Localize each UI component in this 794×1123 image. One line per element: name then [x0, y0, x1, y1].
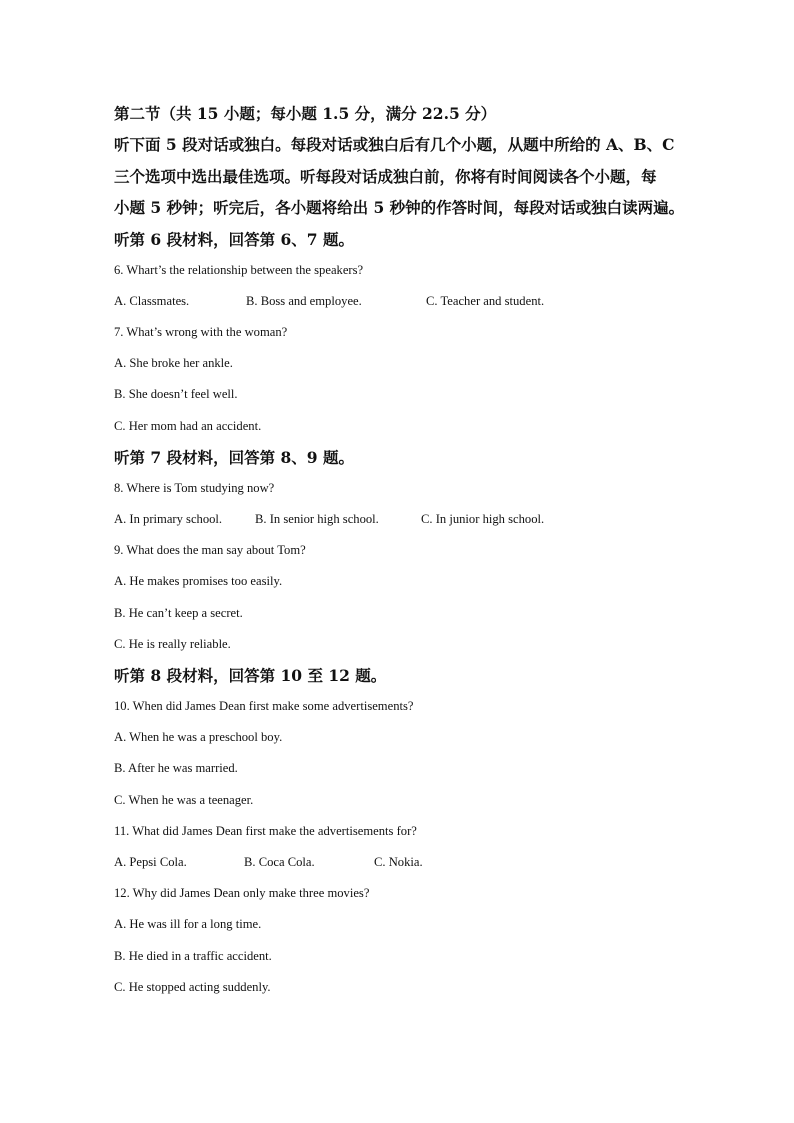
question-8-stem: 8. Where is Tom studying now? — [114, 480, 275, 495]
question-11-option-c: C. Nokia. — [374, 854, 423, 869]
instructions — [114, 129, 694, 224]
question-6-option-c: C. Teacher and student. — [426, 293, 545, 308]
question-11-stem: 11. What did James Dean first make the advertisements for? — [114, 823, 417, 838]
question-8-option-b: B. In senior high school. — [255, 511, 379, 526]
question-9-option-b: B. He can’t keep a secret. — [114, 605, 243, 620]
question-10-option-c: C. When he was a teenager. — [114, 792, 254, 807]
question-11-options — [114, 847, 694, 878]
question-11-option-b: B. Coca Cola. — [244, 854, 315, 869]
question-9-stem: 9. What does the man say about Tom? — [114, 543, 306, 558]
question-12-option-b: B. He died in a traffic accident. — [114, 948, 272, 963]
question-12-option-c: C. He stopped acting suddenly. — [114, 979, 271, 994]
question-10-option-a: A. When he was a preschool boy. — [114, 730, 283, 745]
question-10-stem: 10. When did James Dean first make some advertisements? — [114, 698, 414, 713]
question-10-option-b: B. After he was married. — [114, 761, 238, 776]
question-9-option-c: C. He is really reliable. — [114, 636, 231, 651]
question-6-option-b: B. Boss and employee. — [246, 293, 362, 308]
question-6-stem: 6. Whart’s the relationship between the speakers? — [114, 262, 364, 277]
group-header-6-7: 听第 6 段材料，回答第 6、7 题。 — [114, 229, 354, 249]
group-header-8-9: 听第 7 段材料，回答第 8、9 题。 — [114, 447, 354, 467]
group-header-10-12: 听第 8 段材料，回答第 10 至 12 题。 — [114, 665, 387, 685]
question-7-option-c: C. Her mom had an accident. — [114, 418, 262, 433]
instruction-line-3: 小题 5 秒钟；听完后，各小题将给出 5 秒钟的作答时间，每段对话或独白读两遍。 — [114, 198, 685, 217]
question-7-option-b: B. She doesn’t feel well. — [114, 387, 238, 402]
question-8-option-c: C. In junior high school. — [421, 511, 545, 526]
document-page — [114, 98, 694, 1003]
question-11-option-a: A. Pepsi Cola. — [114, 854, 187, 869]
question-6-options — [114, 286, 694, 317]
question-7-stem: 7. What’s wrong with the woman? — [114, 324, 288, 339]
section-title: 第二节（共 15 小题；每小题 1.5 分，满分 22.5 分） — [114, 104, 497, 123]
question-12-option-a: A. He was ill for a long time. — [114, 917, 262, 932]
question-7-option-a: A. She broke her ankle. — [114, 356, 233, 371]
question-9-option-a: A. He makes promises too easily. — [114, 574, 283, 589]
question-8-options — [114, 504, 694, 535]
instruction-line-1: 听下面 5 段对话或独白。每段对话或独白后有几个小题，从题中所给的 A、B、C — [114, 135, 675, 154]
question-8-option-a: A. In primary school. — [114, 511, 223, 526]
instruction-line-2: 三个选项中选出最佳选项。听每段对话成独白前，你将有时间阅读各个小题，每 — [114, 166, 657, 186]
question-12-stem: 12. Why did James Dean only make three movies? — [114, 886, 370, 901]
question-6-option-a: A. Classmates. — [114, 293, 190, 308]
